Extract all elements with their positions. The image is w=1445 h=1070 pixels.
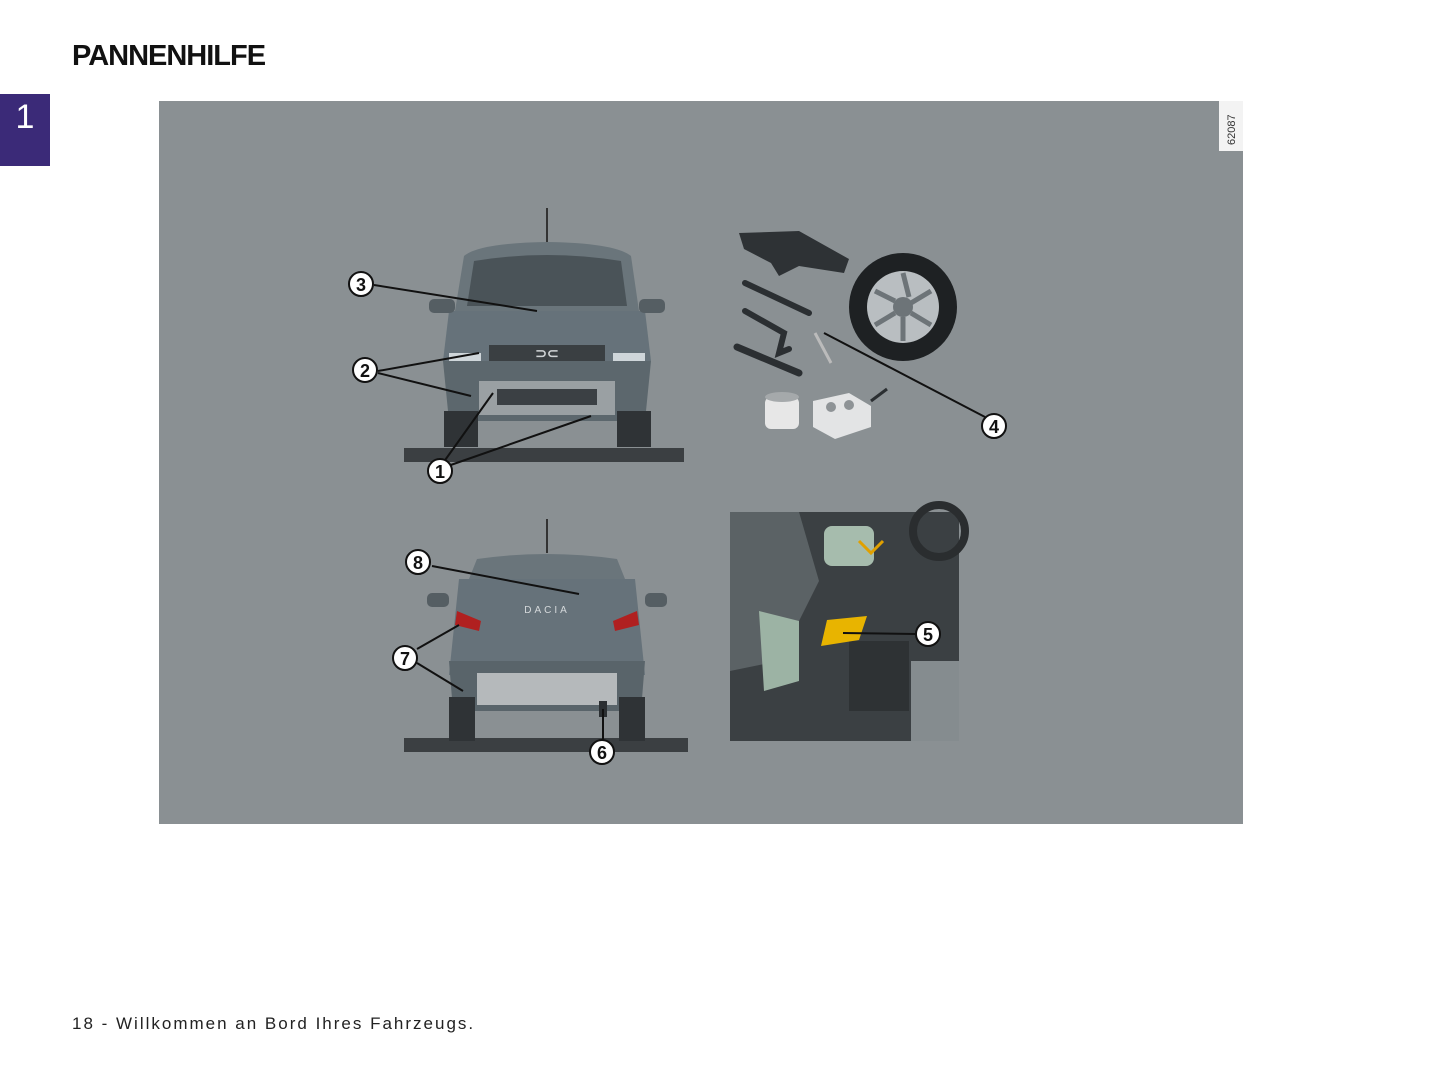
callout-7 xyxy=(393,646,417,670)
rear-badge: DACIA xyxy=(524,605,570,616)
page-footer: 18 - Willkommen an Bord Ihres Fahrzeugs. xyxy=(72,1014,476,1033)
svg-text:8: 8 xyxy=(412,553,424,573)
svg-text:2: 2 xyxy=(359,361,371,381)
callout-4 xyxy=(982,414,1006,438)
svg-text:1: 1 xyxy=(434,462,446,482)
svg-text:3: 3 xyxy=(355,275,367,295)
chapter-tab xyxy=(0,94,50,166)
svg-text:6: 6 xyxy=(596,743,608,763)
callout-3 xyxy=(349,272,373,296)
breakdown-illustration xyxy=(159,101,1243,824)
svg-text:⊃⊂: ⊃⊂ xyxy=(535,345,559,361)
callout-6 xyxy=(590,740,614,764)
chapter-number: 1 xyxy=(15,98,35,136)
callout-2 xyxy=(353,358,377,382)
callout-5 xyxy=(916,622,940,646)
svg-text:7: 7 xyxy=(399,649,411,669)
callout-1 xyxy=(428,459,452,483)
page-title: PANNENHILFE xyxy=(72,40,266,72)
svg-text:4: 4 xyxy=(988,417,1000,437)
svg-text:5: 5 xyxy=(922,625,934,645)
reference-code: 62087 xyxy=(1226,114,1238,145)
callout-8 xyxy=(406,550,430,574)
